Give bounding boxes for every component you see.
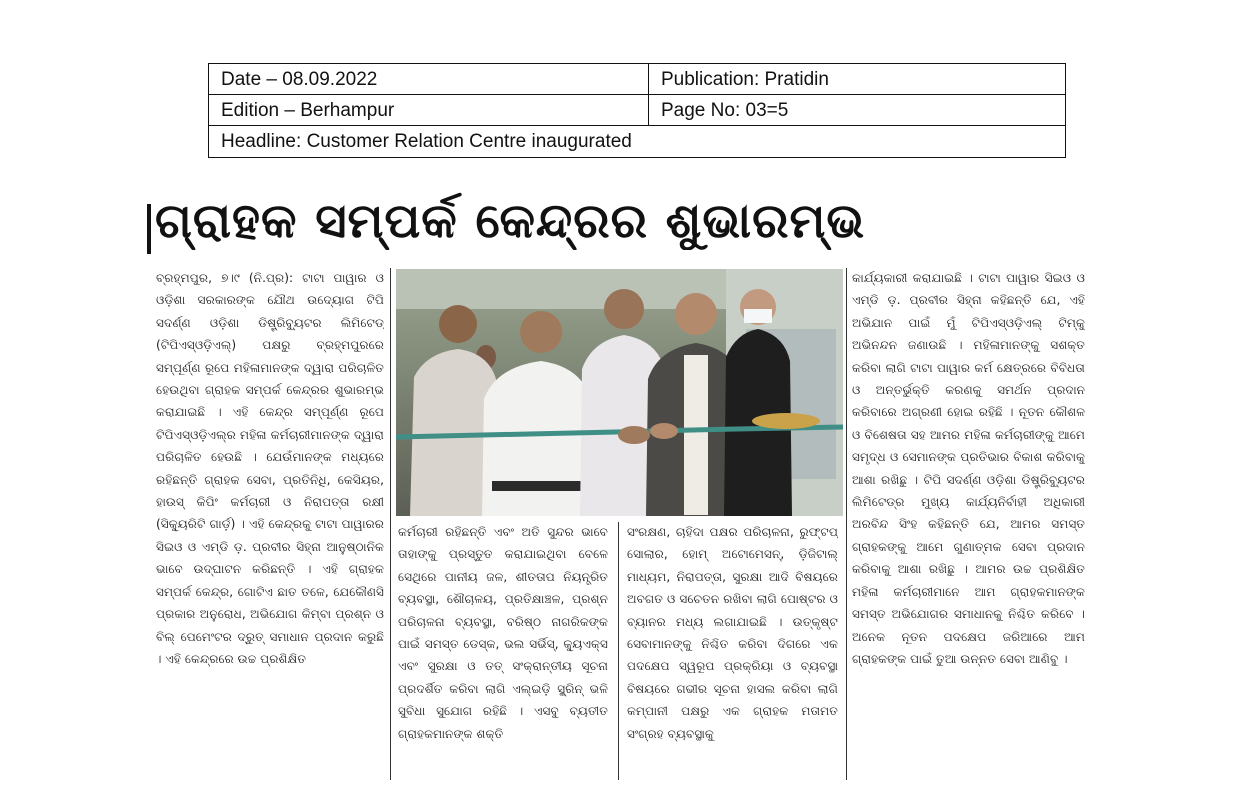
page-number-cell: Page No: 03=5: [661, 100, 789, 121]
headline-rule: [147, 204, 151, 254]
headline-label: Headline:: [221, 131, 302, 152]
column-3-text: ସଂରକ୍ଷଣ, ଚାହିଦା ପକ୍ଷର ପରିଚାଳନା, ରୁଫ୍‌ଟପ୍ ସୋଲାର, ହୋମ୍ ଅଟୋମେସନ୍, ଡ଼ିଜିଟାଲ୍ ମାଧ୍ୟମ, ନିରାପତ୍ତା, ସୁରକ୍ଷା ଆଦି ବିଷୟରେ ଅବଗତ ଓ ସଚେତନ ରଖିବା ଲାଗି ପୋଷ୍ଟର ଓ ବ୍ୟାନର ମଧ୍ୟ ଲଗାଯାଇଛି । ଉତ୍କୃଷ୍ଟ ସେବାମାନଙ୍କୁ ନିଶ୍ଚିତ କରିବା ଦିଗରେ ଏକ ପଦକ୍ଷେପ ସ୍ୱରୂପ ପ୍ରକ୍ରିୟା ଓ ବ୍ୟବସ୍ଥା ବିଷୟରେ ଗଭୀର ସୂଚନା ହାସଲ କରିବା ଲାଗି କମ୍ପାନୀ ପକ୍ଷରୁ ଏକ ଗ୍ରାହକ ମତାମତ ସଂଗ୍ରହ ବ୍ୟବସ୍ଥାକୁ: [627, 525, 838, 741]
info-row-3: [209, 126, 1065, 157]
info-row-2: [209, 95, 1065, 126]
publication-cell: Publication: Pratidin: [661, 69, 829, 90]
news-photo: [396, 269, 843, 516]
headline-text: Customer Relation Centre inaugurated: [306, 131, 632, 152]
column-4-text: କାର୍ଯ୍ୟକାରୀ କରାଯାଇଛି । ଟାଟା ପାୱାର ସିଇଓ ଓ ଏମ୍‌ଡି ଡ଼. ପ୍ରବୀର ସିହ୍ନା କହିଛନ୍ତି ଯେ, ଏହି ଅଭିଯାନ ପାଇଁ ମୁଁ ଟିପିଏସ୍ଓଡ଼ିଏଲ୍ ଟିମ୍‌କୁ ଅଭିନନ୍ଦନ ଜଣାଉଛି । ମହିଳାମାନଙ୍କୁ ସଶକ୍ତ କରିବା ଲାଗି ଟାଟା ପାୱାର କର୍ମ କ୍ଷେତ୍ରରେ ବିବିଧତା ଓ ଅନ୍ତର୍ଭୁକ୍ତି କରଣକୁ ସମର୍ଥନ ପ୍ରଦାନ କରିବାରେ ଅଗ୍ରଣୀ ହୋଇ ରହିଛି । ନୂତନ କୌଶଳ ଓ ବିଶେଷତା ସହ ଆମର ମହିଳା କର୍ମଚାରୀଙ୍କୁ ଆମେ ସମୃଦ୍ଧ ଓ ସେମାନଙ୍କ ପ୍ରତିଭାର ବିକାଶ କରିବାକୁ ଆଶା ରଖିଛୁ । ଟିପି ସଦର୍ଣ୍ଣ ଓଡ଼ିଶା ଡିଷ୍ଟ୍ରିବ୍ୟୁଟର ଲିମିଟେଡ୍‌ର ମୁଖ୍ୟ କାର୍ଯ୍ୟନିର୍ବାହୀ ଅଧିକାରୀ ଅରବିନ୍ଦ ସିଂହ କହିଛନ୍ତି ଯେ, ଆମର ସମସ୍ତ ଗ୍ରାହକଙ୍କୁ ଆମେ ଗୁଣାତ୍ମକ ସେବା ପ୍ରଦାନ କରିବାକୁ ଆଶା ରଖିଛୁ । ଆମର ଉଚ୍ଚ ପ୍ରଶିକ୍ଷିତ ମହିଳା କର୍ମଚାରୀମାନେ ଆମ ଗ୍ରାହକମାନଙ୍କ ସମସ୍ତ ଅଭିଯୋଗର ସମାଧାନକୁ ନିଶ୍ଚିତ କରିବେ । ଅନେକ ନୂତନ ପଦକ୍ଷେପ ଜରିଆରେ ଆମ ଗ୍ରାହକଙ୍କ ପାଇଁ ତୁଆ ଉନ୍ନତ ସେବା ଆଣିବୁ ।: [852, 271, 1085, 666]
clipping-info-table: [208, 63, 1066, 158]
column-divider: [390, 268, 391, 780]
edition-cell: Edition – Berhampur: [209, 95, 649, 125]
info-row-1: [209, 64, 1065, 95]
column-divider: [618, 522, 619, 780]
column-divider: [846, 268, 847, 780]
column-2-text: କର୍ମଚାରୀ ରହିଛନ୍ତି ଏବଂ ଅତି ସୁନ୍ଦର ଭାବେ ତାହାଙ୍କୁ ପ୍ରସ୍ତୁତ କରାଯାଇଥିବା ବେଳେ ସେଥିରେ ପାନୀୟ ଜଳ, ଶୀତତାପ ନିୟନ୍ତ୍ରିତ ବ୍ୟବସ୍ଥା, ଶୌଚାଳୟ, ପ୍ରତିକ୍ଷାଞ୍ଚଳ, ପ୍ରଶ୍ନ ପରିଚାଳନା ବ୍ୟବସ୍ଥା, ବରିଷ୍ଠ ନାଗରିକଙ୍କ ପାଇଁ ସମସ୍ତ ଡେସ୍କ, ଭଲ ସର୍ଭିସ୍, କ୍ୟୁଏକ୍ସ ଏବଂ ସୁରକ୍ଷା ଓ ତତ୍ ସଂକ୍ରାନ୍ତୀୟ ସୂଚନା ପ୍ରଦର୍ଶିତ କରିବା ଲାଗି ଏଲ୍‌ଇଡ଼ି ସ୍କ୍ରିନ୍ ଭଳି ସୁବିଧା ସୁଯୋଗ ରହିଛି । ଏସବୁ ବ୍ୟତୀତ ଗ୍ରାହକମାନଙ୍କ ଶକ୍ତି: [398, 525, 608, 741]
headline-cell: [209, 126, 1065, 157]
article-headline: ଗ୍ରାହକ ସମ୍ପର୍କ କେନ୍ଦ୍ରର ଶୁଭାରମ୍ଭ: [155, 193, 866, 249]
article-column-2: [398, 521, 608, 781]
article-column-1: [156, 267, 384, 782]
article-column-3: [627, 521, 838, 781]
column-1-text: ବ୍ରହ୍ମପୁର, ୭।୯ (ନି.ପ୍ର): ଟାଟା ପାୱାର ଓ ଓଡ଼ିଶା ସରକାରଙ୍କ ଯୌଥ ଉଦ୍ୟୋଗ ଟିପି ସଦର୍ଣ୍ଣ ଓଡ଼ିଶା ଡିଷ୍ଟ୍ରିବ୍ୟୁଟର ଲିମିଟେଡ୍ (ଟିପିଏସ୍ଓଡ଼ିଏଲ୍) ପକ୍ଷରୁ ବ୍ରହ୍ମପୁରରେ ସମ୍ପୂର୍ଣ୍ଣ ରୂପେ ମହିଳାମାନଙ୍କ ଦ୍ୱାରା ପରିଚାଳିତ ହେଉଥିବା ଗ୍ରାହକ ସମ୍ପର୍କ କେନ୍ଦ୍ରର ଶୁଭାରମ୍ଭ କରାଯାଇଛି । ଏହି କେନ୍ଦ୍ର ସମ୍ପୂର୍ଣ୍ଣ ରୂପେ ଟିପିଏସ୍ଓଡ଼ିଏଲ୍‌ର ମହିଳା କର୍ମଚାରୀମାନଙ୍କ ଦ୍ୱାରା ପରିଚାଳିତ ହେଉଛି । ଯେଉଁମାନଙ୍କ ମଧ୍ୟରେ ରହିଛନ୍ତି ଗ୍ରାହକ ସେବା, ପ୍ରତିନିଧି, କେସିୟର, ହାଉସ୍ କିପିଂ କର୍ମଚାରୀ ଓ ନିରାପତ୍ତା ରକ୍ଷୀ (ସିକ୍ୟୁରିଟି ଗାର୍ଡ଼) । ଏହି କେନ୍ଦ୍ରକୁ ଟାଟା ପାୱାରର ସିଇଓ ଓ ଏମ୍‌ଡି ଡ଼. ପ୍ରବୀର ସିହ୍ନା ଆନୁଷ୍ଠାନିକ ଭାବେ ଉଦ୍‌ଘାଟନ କରିଛନ୍ତି । ଏହି ଗ୍ରାହକ ସମ୍ପର୍କ କେନ୍ଦ୍ର, ଗୋଟିଏ ଛାତ ତଳେ, ଯେକୌଣସି ପ୍ରକାର ଅନୁରୋଧ, ଅଭିଯୋଗ କିମ୍ବା ପ୍ରଶ୍ନ ଓ ବିଲ୍ ପେମେଂଟର ଦ୍ରୁତ୍ ସମାଧାନ ପ୍ରଦାନ କରୁଛି । ଏହି କେନ୍ଦ୍ରରେ ଉଚ୍ଚ ପ୍ରଶିକ୍ଷିତ: [156, 271, 384, 666]
date-cell: Date – 08.09.2022: [209, 64, 649, 94]
article-column-4: [852, 267, 1085, 782]
